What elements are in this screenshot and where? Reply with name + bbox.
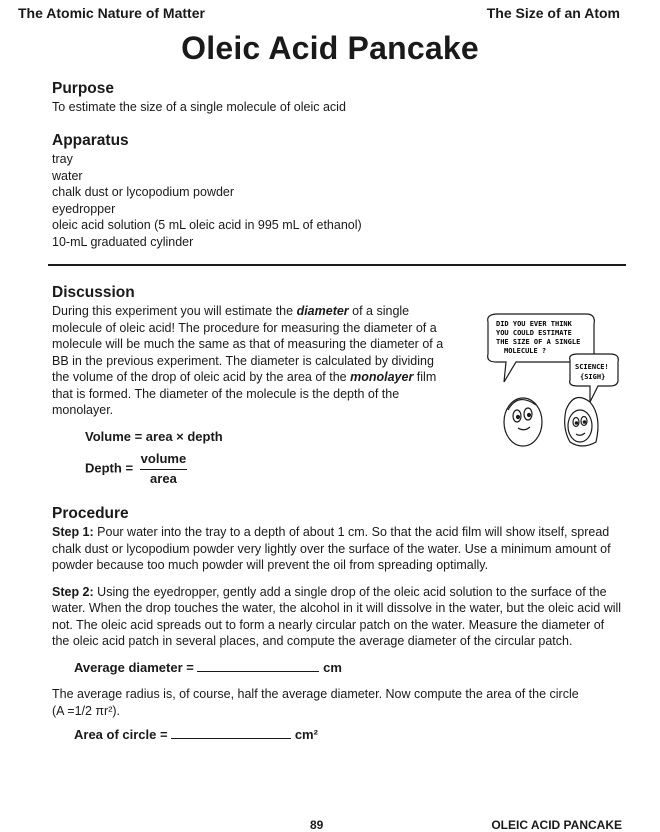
depth-formula: Depth = $\frac{\text{volume}}{\text{area}}$ (85, 451, 187, 486)
average-diameter-line: Average diameter = cm (74, 659, 342, 675)
bubble-line: SCIENCE! (575, 363, 609, 371)
cartoon-illustration (478, 310, 628, 470)
apparatus-item: oleic acid solution (5 mL oleic acid in 995 mL of ethanol) (52, 218, 362, 232)
section-header: The Size of an Atom (486, 5, 620, 21)
purpose-section (52, 80, 624, 116)
area-of-circle-blank[interactable] (171, 738, 291, 739)
step-1-label: Step 1: (52, 525, 94, 539)
chapter-header: The Atomic Nature of Matter (18, 5, 205, 21)
procedure-heading: Procedure (52, 505, 129, 522)
apparatus-item: eyedropper (52, 201, 116, 216)
discussion-text: During this experiment you will estimate the diameter of a single molecule of oleic acid! The procedure for measuring the diameter of a molecule will be much the same as that of measuring the diameter of a BB in the previous experiment. The diameter is calculated by dividing the volume of the drop of oleic acid by the area of the monolayer film that is formed. The diameter of the molecule is the depth of the monolayer. (52, 304, 444, 417)
diameter-emphasis: diameter (296, 304, 349, 318)
apparatus-heading: Apparatus (52, 132, 129, 149)
girl-character (565, 398, 598, 447)
boy-character (504, 398, 542, 446)
area-of-circle-line: Area of circle = cm² (74, 727, 318, 742)
section-divider (48, 264, 626, 266)
procedure-section (52, 505, 624, 744)
apparatus-section (52, 132, 624, 250)
monolayer-emphasis: monolayer (350, 370, 414, 384)
bubble-line: THE SIZE OF A SINGLE (496, 338, 581, 346)
bubble-line: {SIGH} (580, 373, 606, 381)
average-diameter-blank[interactable] (197, 671, 319, 672)
radius-text: The average radius is, of course, half the average diameter. Now compute the area of the circle (A =1/2 πr²). (52, 687, 579, 718)
apparatus-item: chalk dust or lycopodium powder (52, 185, 235, 199)
footer-title: OLEIC ACID PANCAKE (491, 818, 622, 832)
volume-formula: Volume = area × depth (85, 428, 223, 444)
fraction-denominator: area (150, 470, 177, 486)
discussion-heading: Discussion (52, 284, 135, 301)
purpose-heading: Purpose (52, 80, 115, 97)
page-number: 89 (310, 818, 324, 832)
area-formula: (A =1/2 πr²). (52, 703, 121, 718)
apparatus-item: 10-mL graduated cylinder (52, 234, 194, 249)
purpose-text: To estimate the size of a single molecule of oleic acid (52, 100, 346, 114)
bubble-line: YOU COULD ESTIMATE (496, 329, 572, 337)
fraction-numerator: volume (140, 451, 188, 470)
step-1: Step 1: Pour water into the tray to a depth of about 1 cm. So that the acid film will show itself, spread chalk dust or lycopodium powder very lightly over the surface of the water. Use a minimum amount of powder because too much powder will prevent the oil from spreading optimally. (52, 525, 611, 572)
step-2-label: Step 2: (52, 584, 94, 599)
bubble-line: MOLECULE ? (504, 347, 547, 355)
page-title: Oleic Acid Pancake (181, 30, 479, 66)
step-2: Step 2: Using the eyedropper, gently add a single drop of the oleic acid solution to the surface of the water. When the drop touches the water, the alcohol in it will dissolve in the water, but the oleic acid will not. The oleic acid spreads out to form a nearly circular patch on the water. Measure the diameter of the oleic acid patch in several places, and compute the average diameter of the circular patch. (52, 584, 622, 648)
apparatus-item: water (52, 168, 83, 183)
bubble-line: DID YOU EVER THINK (496, 320, 572, 328)
apparatus-item: tray (52, 152, 73, 166)
